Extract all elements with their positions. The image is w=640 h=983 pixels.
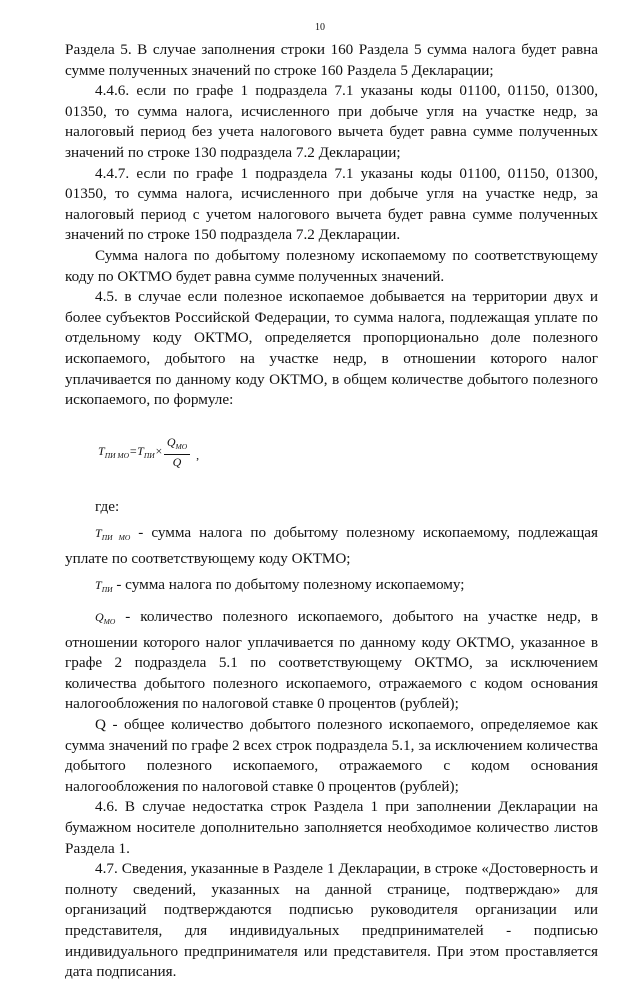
paragraph-4-4-7: 4.4.7. если по графе 1 подраздела 7.1 указаны коды 01100, 01150, 01300, 01350, то сумма налога, исчисленного при добыче угля на участке недр, за налоговый период с учетом налогового вычета будет равна сумме полученных значений по строке 150 подраздела 7.2 Декларации. <box>65 164 598 244</box>
formula-fraction: $\frac{Q_{МО}}{Q}$ <box>164 435 190 469</box>
paragraph-4-4-6: 4.4.6. если по графе 1 подраздела 7.1 указаны коды 01100, 01150, 01300, 01350, то сумма налога, исчисленного при добыче угля на участке недр, за налоговый период без учета налогового вычета будет равна сумме полученных значений по строке 130 подраздела 7.2 Декларации; <box>65 82 598 161</box>
paragraph-oktmo-sum: Сумма налога по добытому полезному ископаемому по соответствующему коду по ОКТМО будет равна сумме полученных значений. <box>65 246 598 285</box>
page-body <box>65 40 598 983</box>
paragraph-4-7: 4.7. Сведения, указанные в Разделе 1 Декларации, в строке «Достоверность и полноту сведений, указанных на данной странице, подтверждаю» для организаций подтверждаются подписью руководителя организации или представителя, для индивидуальных предпринимателей - подписью индивидуального предпринимателя или представителя. При этом проставляется дата подписания. <box>65 860 598 981</box>
paragraph-4-6: 4.6. В случае недостатка строк Раздела 1 при заполнении Декларации на бумажном носителе дополнительно заполняется необходимое количество листов Раздела 1. <box>65 798 598 857</box>
definition-t-pi-mo: $T_{ПИ МО}$ - сумма налога по добытому полезному ископаемому, подлежащая уплате по соответствующему коду ОКТМО; <box>65 524 599 567</box>
paragraph-4-5: 4.5. в случае если полезное ископаемое добывается на территории двух и более субъектов Российской Федерации, то сумма налога, подлежащая уплате по отдельному коду ОКТМО, определяется пропорционально доле полезного ископаемого, добытого на участке недр, в отношении которого налог уплачивается по данному коду ОКТМО, в общем количестве добытого полезного ископаемого, по формуле: <box>65 288 598 409</box>
formula: $T_{ПИ МО}=T_{ПИ}\times$ $\frac{Q_{МО}}{Q}$ , <box>98 434 200 469</box>
definition-q: Q - общее количество добытого полезного ископаемого, определяемое как сумма значений по графе 2 всех строк подраздела 5.1, за исключением количества добытого полезного ископаемого, отражаемого с кодом основания налогообложения по налоговой ставке 0 процентов (рублей); <box>65 716 598 795</box>
formula-block <box>65 411 598 497</box>
paragraph-intro: Раздела 5. В случае заполнения строки 160 Раздела 5 сумма налога будет равна сумме полученных значений по строке 160 Раздела 5 Декларации; <box>65 41 598 79</box>
definition-t-pi: $T_{ПИ}$ - сумма налога по добытому полезному ископаемому; <box>95 576 465 595</box>
where-label: где: <box>95 497 120 515</box>
definition-q-mo: $Q_{МО}$ - количество полезного ископаемого, добытого на участке недр, в отношении которого налог уплачивается по данному коду ОКТМО, указанное в графе 2 подраздела 5.1 по соответствующему ОКТМО, за исключением количества добытого полезного ископаемого, отражаемого с кодом основания налогообложения по налоговой ставке 0 процентов (рублей); <box>65 608 598 713</box>
page-number: 10 <box>315 22 325 33</box>
